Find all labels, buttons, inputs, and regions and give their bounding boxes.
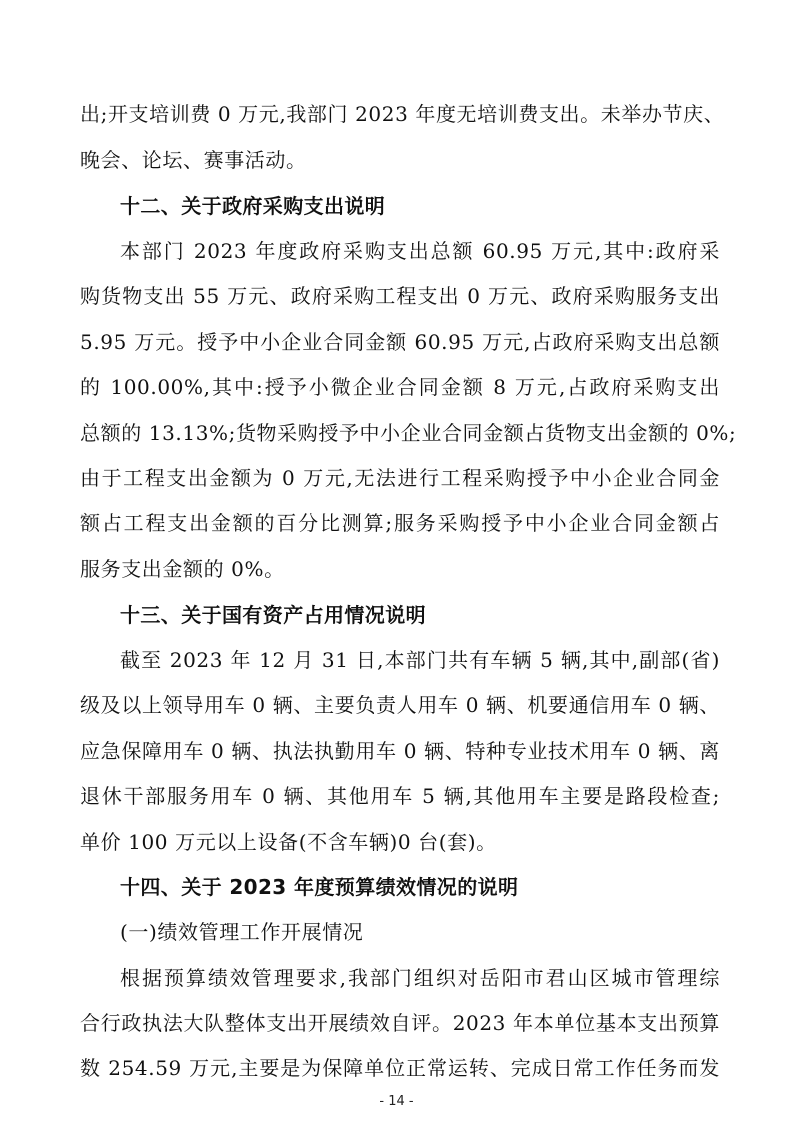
body-text-line: 购货物支出 55 万元、政府采购工程支出 0 万元、政府采购服务支出: [80, 284, 720, 308]
body-text-line: 数 254.59 万元,主要是为保障单位正常运转、完成日常工作任务而发: [80, 1056, 720, 1080]
body-text-line: 的 100.00%,其中:授予小微企业合同金额 8 万元,占政府采购支出: [80, 375, 720, 399]
body-text-line: 单价 100 万元以上设备(不含车辆)0 台(套)。: [80, 830, 497, 854]
body-text-line: 应急保障用车 0 辆、执法执勤用车 0 辆、特种专业技术用车 0 辆、离: [80, 739, 720, 763]
body-text-line: 由于工程支出金额为 0 万元,无法进行工程采购授予中小企业合同金: [80, 466, 720, 490]
body-text-line: 5.95 万元。授予中小企业合同金额 60.95 万元,占政府采购支出总额: [80, 330, 720, 354]
subsection-heading: (一)绩效管理工作开展情况: [120, 920, 364, 944]
body-text-line: 根据预算绩效管理要求,我部门组织对岳阳市君山区城市管理综: [120, 966, 720, 990]
section-heading-14: 十四、关于 2023 年度预算绩效情况的说明: [120, 875, 519, 899]
section-heading-13: 十三、关于国有资产占用情况说明: [120, 603, 426, 627]
body-text-line: 总额的 13.13%;货物采购授予中小企业合同金额占货物支出金额的 0%;: [80, 421, 737, 445]
body-text-line: 退休干部服务用车 0 辆、其他用车 5 辆,其他用车主要是路段检查;: [80, 784, 720, 808]
body-text-line: 截至 2023 年 12 月 31 日,本部门共有车辆 5 辆,其中,副部(省): [120, 648, 720, 672]
body-text-line: 级及以上领导用车 0 辆、主要负责人用车 0 辆、机要通信用车 0 辆、: [80, 693, 720, 717]
body-text-line: 服务支出金额的 0%。: [80, 557, 285, 581]
body-text-line: 合行政执法大队整体支出开展绩效自评。2023 年本单位基本支出预算: [80, 1011, 720, 1035]
page-number: - 14 -: [379, 1094, 414, 1109]
section-heading-12: 十二、关于政府采购支出说明: [120, 194, 386, 218]
body-text-line: 本部门 2023 年度政府采购支出总额 60.95 万元,其中:政府采: [120, 239, 720, 263]
body-text-line: 出;开支培训费 0 万元,我部门 2023 年度无培训费支出。未举办节庆、: [80, 102, 725, 126]
body-text-line: 晚会、论坛、赛事活动。: [80, 148, 307, 172]
body-text-line: 额占工程支出金额的百分比测算;服务采购授予中小企业合同金额占: [80, 511, 720, 535]
